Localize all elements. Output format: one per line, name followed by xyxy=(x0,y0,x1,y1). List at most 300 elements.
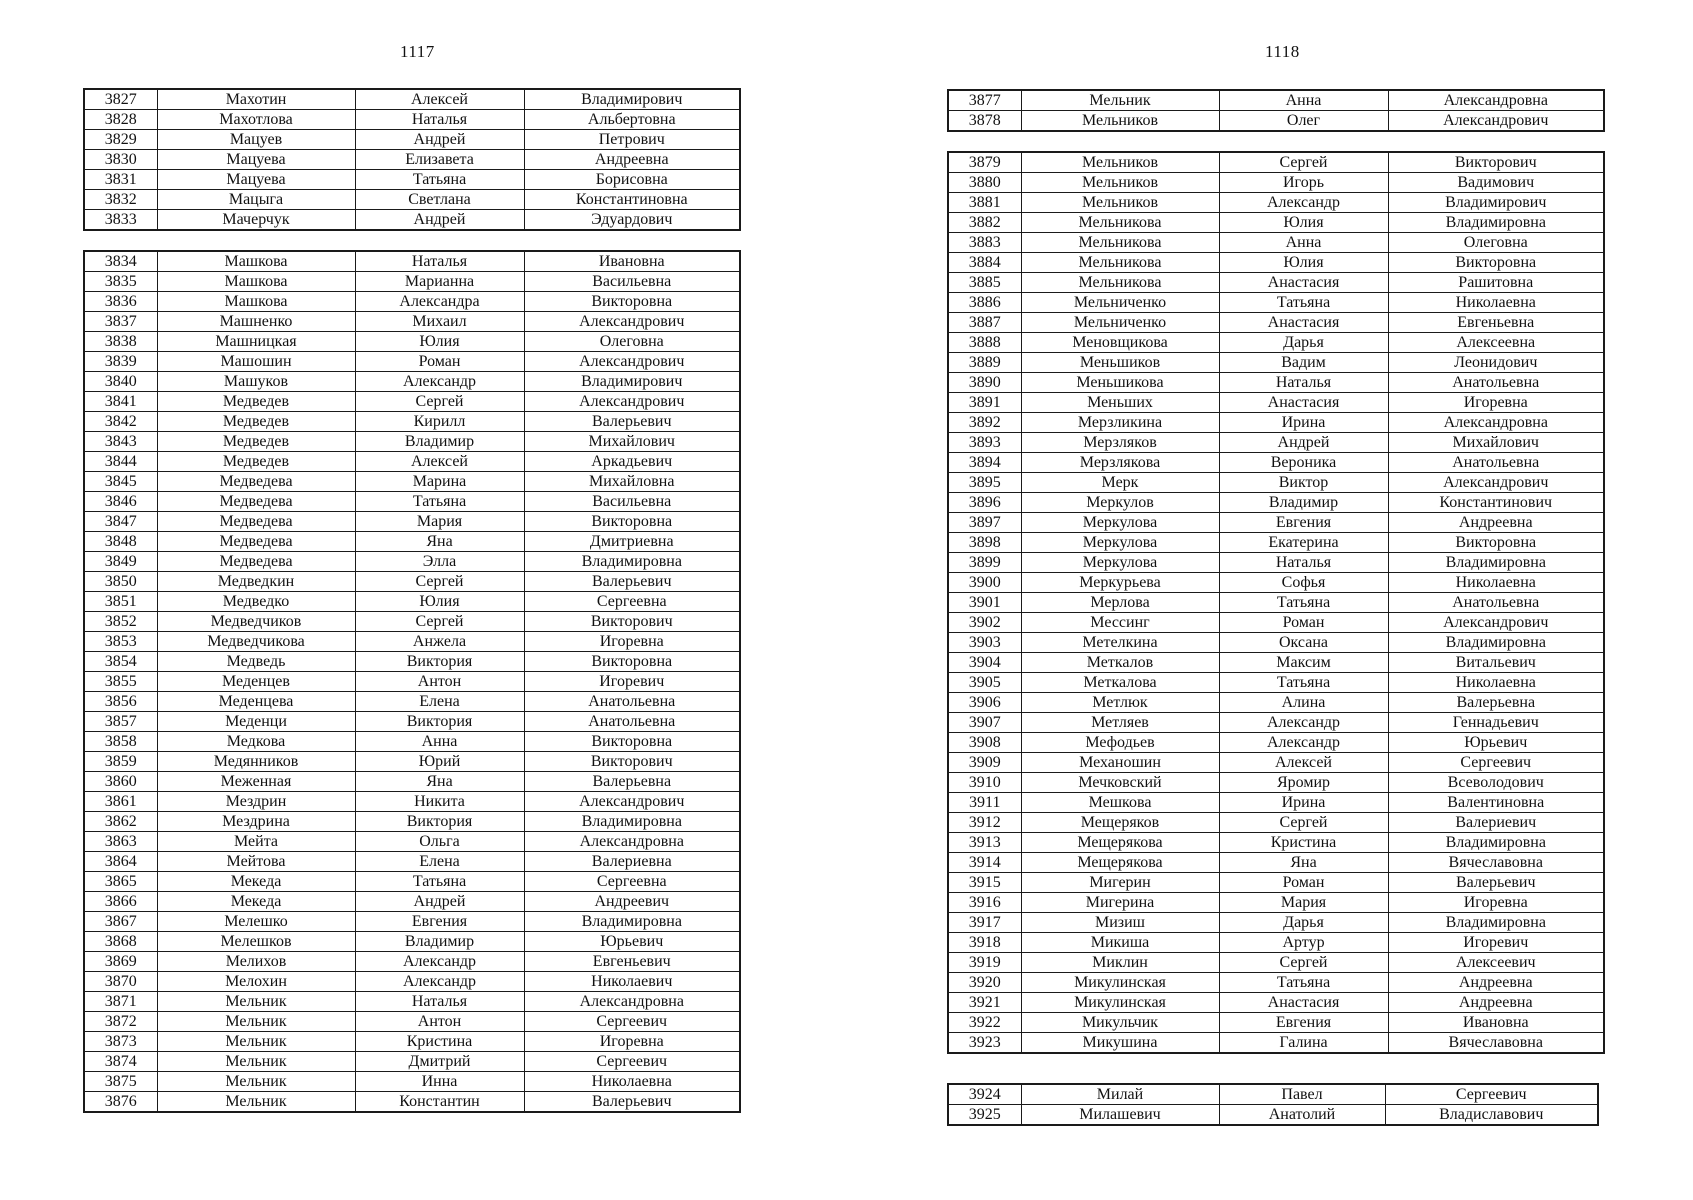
patronymic-cell: Александрович xyxy=(524,352,740,372)
patronymic-cell: Евгеньевна xyxy=(1388,313,1604,333)
first-name-cell: Ирина xyxy=(1219,793,1388,813)
surname-cell: Машуков xyxy=(157,372,355,392)
table-row xyxy=(948,233,1604,253)
surname-cell: Мельникова xyxy=(1021,253,1219,273)
first-name-cell: Анастасия xyxy=(1219,273,1388,293)
surname-cell: Мельниченко xyxy=(1021,313,1219,333)
record-number-cell: 3876 xyxy=(84,1092,157,1113)
first-name-cell: Владимир xyxy=(355,432,524,452)
record-number-cell: 3878 xyxy=(948,111,1021,132)
surname-cell: Мельник xyxy=(1021,90,1219,111)
table-row xyxy=(84,412,740,432)
record-number-cell: 3894 xyxy=(948,453,1021,473)
record-number-cell: 3840 xyxy=(84,372,157,392)
surname-cell: Мельник xyxy=(157,1072,355,1092)
record-number-cell: 3860 xyxy=(84,772,157,792)
record-number-cell: 3845 xyxy=(84,472,157,492)
first-name-cell: Андрей xyxy=(355,892,524,912)
first-name-cell: Дарья xyxy=(1219,333,1388,353)
surname-cell: Мелешков xyxy=(157,932,355,952)
surname-cell: Мельник xyxy=(157,1032,355,1052)
surname-cell: Мещеряков xyxy=(1021,813,1219,833)
record-number-cell: 3838 xyxy=(84,332,157,352)
record-number-cell: 3907 xyxy=(948,713,1021,733)
patronymic-cell: Николаевич xyxy=(524,972,740,992)
table-row xyxy=(948,653,1604,673)
patronymic-cell: Вадимович xyxy=(1388,173,1604,193)
table-row xyxy=(84,251,740,272)
surname-cell: Микульчик xyxy=(1021,1013,1219,1033)
table-row xyxy=(84,1052,740,1072)
record-number-cell: 3848 xyxy=(84,532,157,552)
patronymic-cell: Альбертовна xyxy=(524,110,740,130)
table-row xyxy=(948,393,1604,413)
record-number-cell: 3827 xyxy=(84,89,157,110)
record-number-cell: 3891 xyxy=(948,393,1021,413)
patronymic-cell: Анатольевна xyxy=(524,712,740,732)
patronymic-cell: Рашитовна xyxy=(1388,273,1604,293)
patronymic-cell: Эдуардович xyxy=(524,210,740,231)
patronymic-cell: Сергеевна xyxy=(524,592,740,612)
table-row xyxy=(948,313,1604,333)
table-row xyxy=(948,433,1604,453)
first-name-cell: Антон xyxy=(355,1012,524,1032)
patronymic-cell: Владимировна xyxy=(524,812,740,832)
surname-cell: Меркулова xyxy=(1021,513,1219,533)
record-number-cell: 3912 xyxy=(948,813,1021,833)
patronymic-cell: Владимировна xyxy=(1388,213,1604,233)
table-row xyxy=(948,253,1604,273)
registry-table-right-2 xyxy=(947,151,1605,1054)
table-row xyxy=(948,493,1604,513)
patronymic-cell: Александрович xyxy=(1388,473,1604,493)
patronymic-cell: Валериевна xyxy=(524,852,740,872)
surname-cell: Мещерякова xyxy=(1021,833,1219,853)
patronymic-cell: Сергеевич xyxy=(524,1012,740,1032)
surname-cell: Микушина xyxy=(1021,1033,1219,1054)
table-row xyxy=(84,832,740,852)
surname-cell: Меденцева xyxy=(157,692,355,712)
patronymic-cell: Ивановна xyxy=(1388,1013,1604,1033)
record-number-cell: 3903 xyxy=(948,633,1021,653)
table-row xyxy=(84,912,740,932)
first-name-cell: Сергей xyxy=(355,392,524,412)
record-number-cell: 3922 xyxy=(948,1013,1021,1033)
first-name-cell: Софья xyxy=(1219,573,1388,593)
surname-cell: Медведко xyxy=(157,592,355,612)
surname-cell: Мелихов xyxy=(157,952,355,972)
patronymic-cell: Николаевна xyxy=(1388,573,1604,593)
patronymic-cell: Александрович xyxy=(524,312,740,332)
first-name-cell: Кристина xyxy=(1219,833,1388,853)
first-name-cell: Евгения xyxy=(1219,1013,1388,1033)
patronymic-cell: Витальевич xyxy=(1388,653,1604,673)
table-row xyxy=(948,533,1604,553)
first-name-cell: Елена xyxy=(355,852,524,872)
patronymic-cell: Владимировна xyxy=(1388,553,1604,573)
table-row xyxy=(948,473,1604,493)
record-number-cell: 3839 xyxy=(84,352,157,372)
surname-cell: Мельников xyxy=(1021,173,1219,193)
record-number-cell: 3898 xyxy=(948,533,1021,553)
patronymic-cell: Михайлович xyxy=(524,432,740,452)
first-name-cell: Наталья xyxy=(355,110,524,130)
first-name-cell: Никита xyxy=(355,792,524,812)
table-row xyxy=(84,572,740,592)
record-number-cell: 3900 xyxy=(948,573,1021,593)
record-number-cell: 3904 xyxy=(948,653,1021,673)
record-number-cell: 3858 xyxy=(84,732,157,752)
surname-cell: Мацуева xyxy=(157,170,355,190)
patronymic-cell: Сергеевич xyxy=(1388,753,1604,773)
first-name-cell: Кристина xyxy=(355,1032,524,1052)
record-number-cell: 3850 xyxy=(84,572,157,592)
patronymic-cell: Валерьевна xyxy=(1388,693,1604,713)
patronymic-cell: Викторович xyxy=(524,752,740,772)
first-name-cell: Елена xyxy=(355,692,524,712)
patronymic-cell: Сергеевич xyxy=(1385,1084,1598,1105)
table-row xyxy=(84,89,740,110)
table-row xyxy=(84,612,740,632)
surname-cell: Медведев xyxy=(157,432,355,452)
patronymic-cell: Васильевна xyxy=(524,492,740,512)
table-row xyxy=(84,332,740,352)
patronymic-cell: Николаевна xyxy=(1388,293,1604,313)
first-name-cell: Виктор xyxy=(1219,473,1388,493)
surname-cell: Медведев xyxy=(157,452,355,472)
patronymic-cell: Михайлович xyxy=(1388,433,1604,453)
table-row xyxy=(84,372,740,392)
first-name-cell: Владимир xyxy=(355,932,524,952)
record-number-cell: 3885 xyxy=(948,273,1021,293)
first-name-cell: Александр xyxy=(355,952,524,972)
first-name-cell: Олег xyxy=(1219,111,1388,132)
surname-cell: Мигерина xyxy=(1021,893,1219,913)
record-number-cell: 3881 xyxy=(948,193,1021,213)
first-name-cell: Анастасия xyxy=(1219,393,1388,413)
registry-table-left-1 xyxy=(83,88,741,231)
surname-cell: Мерк xyxy=(1021,473,1219,493)
table-row xyxy=(948,793,1604,813)
record-number-cell: 3829 xyxy=(84,130,157,150)
record-number-cell: 3890 xyxy=(948,373,1021,393)
first-name-cell: Кирилл xyxy=(355,412,524,432)
patronymic-cell: Александрович xyxy=(524,792,740,812)
surname-cell: Мелохин xyxy=(157,972,355,992)
surname-cell: Машницкая xyxy=(157,332,355,352)
record-number-cell: 3852 xyxy=(84,612,157,632)
first-name-cell: Наталья xyxy=(1219,373,1388,393)
record-number-cell: 3844 xyxy=(84,452,157,472)
first-name-cell: Анастасия xyxy=(1219,993,1388,1013)
patronymic-cell: Алексеевна xyxy=(1388,333,1604,353)
first-name-cell: Андрей xyxy=(355,210,524,231)
patronymic-cell: Вячеславовна xyxy=(1388,1033,1604,1054)
patronymic-cell: Александровна xyxy=(524,832,740,852)
patronymic-cell: Константинович xyxy=(1388,493,1604,513)
patronymic-cell: Николаевна xyxy=(1388,673,1604,693)
first-name-cell: Максим xyxy=(1219,653,1388,673)
record-number-cell: 3897 xyxy=(948,513,1021,533)
surname-cell: Мельник xyxy=(157,1052,355,1072)
record-number-cell: 3830 xyxy=(84,150,157,170)
record-number-cell: 3893 xyxy=(948,433,1021,453)
record-number-cell: 3828 xyxy=(84,110,157,130)
surname-cell: Медведева xyxy=(157,472,355,492)
record-number-cell: 3910 xyxy=(948,773,1021,793)
first-name-cell: Сергей xyxy=(355,612,524,632)
first-name-cell: Татьяна xyxy=(1219,293,1388,313)
surname-cell: Милай xyxy=(1021,1084,1219,1105)
first-name-cell: Дарья xyxy=(1219,913,1388,933)
patronymic-cell: Олеговна xyxy=(524,332,740,352)
surname-cell: Мачерчук xyxy=(157,210,355,231)
first-name-cell: Роман xyxy=(1219,873,1388,893)
table-row xyxy=(84,452,740,472)
patronymic-cell: Всеволодович xyxy=(1388,773,1604,793)
surname-cell: Медкова xyxy=(157,732,355,752)
table-row xyxy=(948,613,1604,633)
patronymic-cell: Борисовна xyxy=(524,170,740,190)
table-row xyxy=(948,933,1604,953)
record-number-cell: 3841 xyxy=(84,392,157,412)
table-row xyxy=(948,333,1604,353)
surname-cell: Мерлова xyxy=(1021,593,1219,613)
table-row xyxy=(948,453,1604,473)
record-number-cell: 3905 xyxy=(948,673,1021,693)
patronymic-cell: Владимирович xyxy=(1388,193,1604,213)
table-row xyxy=(84,1032,740,1052)
first-name-cell: Мария xyxy=(355,512,524,532)
patronymic-cell: Викторовна xyxy=(524,512,740,532)
record-number-cell: 3875 xyxy=(84,1072,157,1092)
patronymic-cell: Владимировна xyxy=(524,552,740,572)
surname-cell: Мейтова xyxy=(157,852,355,872)
surname-cell: Механошин xyxy=(1021,753,1219,773)
table-row xyxy=(84,170,740,190)
table-row xyxy=(84,150,740,170)
first-name-cell: Наталья xyxy=(355,992,524,1012)
first-name-cell: Александр xyxy=(355,372,524,392)
patronymic-cell: Юрьевич xyxy=(1388,733,1604,753)
patronymic-cell: Валерьевна xyxy=(524,772,740,792)
table-row xyxy=(948,913,1604,933)
record-number-cell: 3917 xyxy=(948,913,1021,933)
first-name-cell: Яна xyxy=(355,772,524,792)
record-number-cell: 3846 xyxy=(84,492,157,512)
record-number-cell: 3901 xyxy=(948,593,1021,613)
record-number-cell: 3832 xyxy=(84,190,157,210)
patronymic-cell: Олеговна xyxy=(1388,233,1604,253)
surname-cell: Мельник xyxy=(157,1092,355,1113)
table-row xyxy=(948,1084,1598,1105)
surname-cell: Медведева xyxy=(157,512,355,532)
surname-cell: Метелкина xyxy=(1021,633,1219,653)
table-row xyxy=(948,973,1604,993)
table-row xyxy=(84,312,740,332)
first-name-cell: Роман xyxy=(1219,613,1388,633)
surname-cell: Медведева xyxy=(157,552,355,572)
record-number-cell: 3913 xyxy=(948,833,1021,853)
table-row xyxy=(948,1013,1604,1033)
table-row xyxy=(84,672,740,692)
patronymic-cell: Дмитриевна xyxy=(524,532,740,552)
patronymic-cell: Александровна xyxy=(1388,413,1604,433)
first-name-cell: Сергей xyxy=(355,572,524,592)
table-row xyxy=(84,892,740,912)
surname-cell: Медведчикова xyxy=(157,632,355,652)
surname-cell: Медведева xyxy=(157,492,355,512)
record-number-cell: 3872 xyxy=(84,1012,157,1032)
surname-cell: Меньших xyxy=(1021,393,1219,413)
table-row xyxy=(84,512,740,532)
surname-cell: Мещерякова xyxy=(1021,853,1219,873)
patronymic-cell: Васильевна xyxy=(524,272,740,292)
record-number-cell: 3918 xyxy=(948,933,1021,953)
record-number-cell: 3862 xyxy=(84,812,157,832)
patronymic-cell: Александрович xyxy=(1388,111,1604,132)
registry-table-right-1 xyxy=(947,89,1605,132)
patronymic-cell: Владимирович xyxy=(524,89,740,110)
surname-cell: Мездрина xyxy=(157,812,355,832)
record-number-cell: 3842 xyxy=(84,412,157,432)
table-row xyxy=(948,813,1604,833)
patronymic-cell: Андреевич xyxy=(524,892,740,912)
first-name-cell: Ирина xyxy=(1219,413,1388,433)
surname-cell: Мекеда xyxy=(157,892,355,912)
table-row xyxy=(84,632,740,652)
patronymic-cell: Анатольевна xyxy=(524,692,740,712)
record-number-cell: 3863 xyxy=(84,832,157,852)
surname-cell: Машкова xyxy=(157,272,355,292)
first-name-cell: Антон xyxy=(355,672,524,692)
table-row xyxy=(948,733,1604,753)
patronymic-cell: Владиславович xyxy=(1385,1105,1598,1126)
table-row xyxy=(84,472,740,492)
table-row xyxy=(948,693,1604,713)
table-row xyxy=(84,972,740,992)
patronymic-cell: Викторовна xyxy=(1388,533,1604,553)
first-name-cell: Владимир xyxy=(1219,493,1388,513)
surname-cell: Меновщикова xyxy=(1021,333,1219,353)
surname-cell: Меркулова xyxy=(1021,533,1219,553)
first-name-cell: Элла xyxy=(355,552,524,572)
first-name-cell: Анастасия xyxy=(1219,313,1388,333)
table-row xyxy=(84,652,740,672)
table-row xyxy=(948,173,1604,193)
table-row xyxy=(84,932,740,952)
surname-cell: Меньшиков xyxy=(1021,353,1219,373)
record-number-cell: 3877 xyxy=(948,90,1021,111)
patronymic-cell: Валерьевич xyxy=(524,412,740,432)
table-row xyxy=(84,1012,740,1032)
patronymic-cell: Сергеевна xyxy=(524,872,740,892)
first-name-cell: Михаил xyxy=(355,312,524,332)
record-number-cell: 3902 xyxy=(948,613,1021,633)
first-name-cell: Анна xyxy=(1219,233,1388,253)
table-row xyxy=(948,713,1604,733)
first-name-cell: Татьяна xyxy=(355,492,524,512)
patronymic-cell: Владимировна xyxy=(1388,833,1604,853)
surname-cell: Мекеда xyxy=(157,872,355,892)
table-row xyxy=(948,893,1604,913)
patronymic-cell: Ивановна xyxy=(524,251,740,272)
surname-cell: Мездрин xyxy=(157,792,355,812)
first-name-cell: Яна xyxy=(355,532,524,552)
surname-cell: Мигерин xyxy=(1021,873,1219,893)
surname-cell: Метляев xyxy=(1021,713,1219,733)
record-number-cell: 3836 xyxy=(84,292,157,312)
table-row xyxy=(84,130,740,150)
first-name-cell: Александра xyxy=(355,292,524,312)
surname-cell: Мерзликина xyxy=(1021,413,1219,433)
table-row xyxy=(948,293,1604,313)
surname-cell: Машкова xyxy=(157,251,355,272)
first-name-cell: Виктория xyxy=(355,812,524,832)
first-name-cell: Игорь xyxy=(1219,173,1388,193)
table-row xyxy=(948,993,1604,1013)
table-row xyxy=(948,273,1604,293)
surname-cell: Мельниченко xyxy=(1021,293,1219,313)
record-number-cell: 3837 xyxy=(84,312,157,332)
surname-cell: Мельников xyxy=(1021,152,1219,173)
patronymic-cell: Александровна xyxy=(1388,90,1604,111)
table-row xyxy=(84,292,740,312)
surname-cell: Меркурьева xyxy=(1021,573,1219,593)
table-row xyxy=(948,773,1604,793)
first-name-cell: Инна xyxy=(355,1072,524,1092)
surname-cell: Медведев xyxy=(157,412,355,432)
patronymic-cell: Петрович xyxy=(524,130,740,150)
patronymic-cell: Анатольевна xyxy=(1388,593,1604,613)
table-row xyxy=(84,812,740,832)
first-name-cell: Андрей xyxy=(355,130,524,150)
first-name-cell: Анжела xyxy=(355,632,524,652)
first-name-cell: Сергей xyxy=(1219,953,1388,973)
first-name-cell: Галина xyxy=(1219,1033,1388,1054)
patronymic-cell: Игоревич xyxy=(1388,933,1604,953)
patronymic-cell: Владимирович xyxy=(524,372,740,392)
table-row xyxy=(948,593,1604,613)
table-row xyxy=(84,552,740,572)
table-row xyxy=(948,853,1604,873)
surname-cell: Медянников xyxy=(157,752,355,772)
registry-table-left-2 xyxy=(83,250,741,1113)
record-number-cell: 3908 xyxy=(948,733,1021,753)
patronymic-cell: Владимировна xyxy=(1388,913,1604,933)
patronymic-cell: Анатольевна xyxy=(1388,373,1604,393)
record-number-cell: 3873 xyxy=(84,1032,157,1052)
first-name-cell: Алексей xyxy=(355,89,524,110)
record-number-cell: 3880 xyxy=(948,173,1021,193)
first-name-cell: Алина xyxy=(1219,693,1388,713)
surname-cell: Меткалов xyxy=(1021,653,1219,673)
record-number-cell: 3924 xyxy=(948,1084,1021,1105)
patronymic-cell: Алексеевич xyxy=(1388,953,1604,973)
patronymic-cell: Константиновна xyxy=(524,190,740,210)
table-row xyxy=(84,492,740,512)
record-number-cell: 3899 xyxy=(948,553,1021,573)
record-number-cell: 3874 xyxy=(84,1052,157,1072)
table-row xyxy=(948,90,1604,111)
first-name-cell: Яна xyxy=(1219,853,1388,873)
patronymic-cell: Викторовна xyxy=(524,732,740,752)
record-number-cell: 3871 xyxy=(84,992,157,1012)
table-row xyxy=(84,852,740,872)
record-number-cell: 3867 xyxy=(84,912,157,932)
record-number-cell: 3851 xyxy=(84,592,157,612)
first-name-cell: Анна xyxy=(355,732,524,752)
